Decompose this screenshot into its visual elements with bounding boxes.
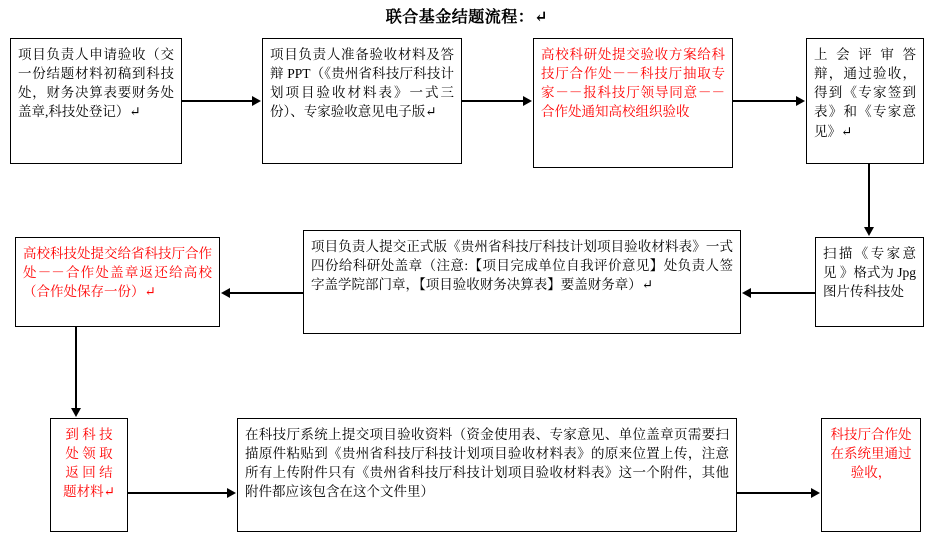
arrowhead-8-9 <box>227 488 236 498</box>
flow-node-apply-acceptance: 项目负责人申请验收（交一份结题材料初稿到科技处，财务决算表要财务处盖章,科技处登记）↵ <box>10 38 182 164</box>
flow-node-submit-plan: 高校科研处提交验收方案给科技厅合作处－－科技厅抽取专家－－报科技厅领导同意－－合作处通知高校组织验收 <box>533 38 733 168</box>
arrowhead-5-6 <box>742 288 751 298</box>
connector-8-9 <box>128 492 227 494</box>
flow-node-system-approve: 科技厅合作处在系统里通过验收， <box>821 418 921 532</box>
connector-6-7 <box>230 292 303 294</box>
connector-9-10 <box>737 492 811 494</box>
connector-7-8 <box>75 327 77 408</box>
connector-3-4 <box>733 100 796 102</box>
flow-node-scan-opinion: 扫描《专家意见 》格式为 Jpg 图片传科技处 <box>815 237 924 327</box>
arrowhead-2-3 <box>523 96 532 106</box>
connector-2-3 <box>462 100 523 102</box>
page-title: 联合基金结题流程：↵ <box>385 9 549 26</box>
flow-node-prepare-materials: 项目负责人准备验收材料及答辩 PPT（《贵州省科技厅科技计划项目验收材料表》一式三份）、专家验收意见电子版↵ <box>262 38 462 164</box>
flow-node-system-submit: 在科技厅系统上提交项目验收资料（资金使用表、专家意见、单位盖章页需要扫描原件粘贴到《贵州省科技厅科技计划项目验收材料表》的原来位置上传，注意所有上传附件只有《贵州省科技厅科技计划项目验收材料表》这一个附件，其他附件都应该包含在这个文件里） <box>237 418 737 532</box>
arrowhead-6-7 <box>221 288 230 298</box>
connector-4-5 <box>868 164 870 227</box>
flow-node-seal-return: 高校科技处提交给省科技厅合作处－－合作处盖章返还给高校（合作处保存一份）↵ <box>15 237 220 327</box>
flow-node-collect-materials: 到 科 技 处 领 取 返 回 结 题材料↵ <box>50 418 128 532</box>
arrowhead-3-4 <box>796 96 805 106</box>
arrowhead-1-2 <box>252 96 261 106</box>
arrowhead-4-5 <box>864 227 874 236</box>
connector-5-6 <box>751 292 815 294</box>
arrowhead-7-8 <box>71 408 81 417</box>
flow-node-review-defense: 上 会 评 审 答辩，通过验收，得到《专家签到表》和《专家意见》↵ <box>806 38 924 164</box>
arrowhead-9-10 <box>811 488 820 498</box>
flow-node-formal-materials: 项目负责人提交正式版《贵州省科技厅科技计划项目验收材料表》一式四份给科研处盖章（注意:【项目完成单位自我评价意见】处负责人签字盖学院部门章，【项目验收财务决算表】要盖财务章）↵ <box>303 230 741 334</box>
connector-1-2 <box>182 100 252 102</box>
